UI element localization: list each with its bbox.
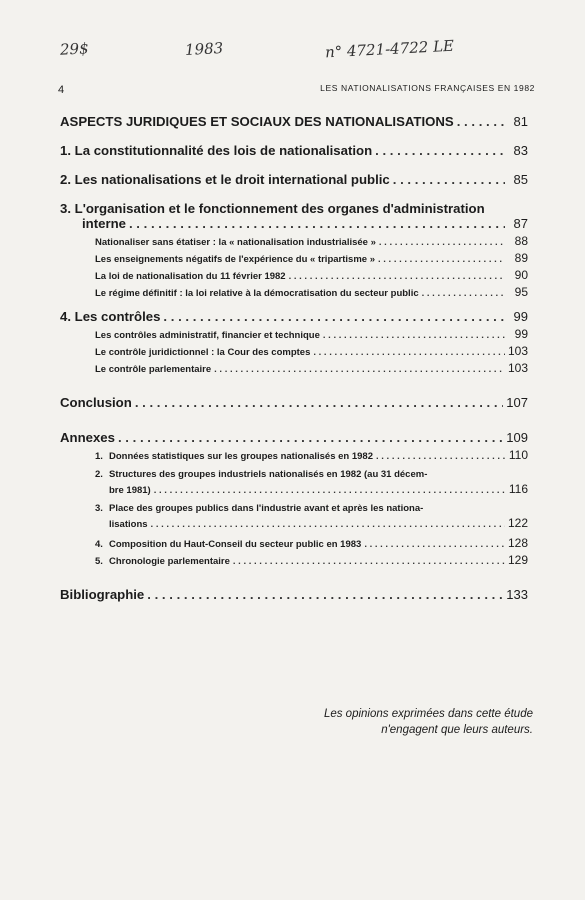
- dot-leader: [233, 556, 505, 567]
- toc-subitem: [60, 327, 528, 341]
- disclaimer-line-2: n'engagent que leurs auteurs.: [381, 724, 533, 736]
- toc-section-1: [60, 143, 528, 158]
- dot-leader: [118, 430, 503, 445]
- dot-leader: [313, 347, 505, 358]
- toc-annex-item: [60, 502, 528, 530]
- handwritten-note-1: 29$: [59, 39, 90, 59]
- toc-subitem-page: 95: [514, 285, 528, 299]
- toc-section-1-page: 83: [513, 143, 528, 158]
- dot-leader: [379, 237, 505, 248]
- toc-subitem-title: Le régime définitif : la loi relative à la démocratisation du secteur public: [95, 288, 419, 299]
- handwritten-note-3: n° 4721-4722 LE: [324, 36, 455, 62]
- toc-subitem-page: 90: [514, 268, 528, 282]
- dot-leader: [135, 395, 503, 410]
- toc-subitem-title: Les contrôles administratif, financier et technique: [95, 330, 320, 341]
- toc-section-3-title-line2: interne: [82, 216, 126, 231]
- annex-number: 3.: [95, 503, 103, 514]
- toc-annexes-page: 109: [506, 430, 528, 445]
- dot-leader: [129, 216, 505, 231]
- toc-section-3-page: 87: [513, 216, 528, 231]
- annex-page: 110: [508, 448, 528, 462]
- toc-annexes: [60, 430, 528, 445]
- annex-number: 4.: [95, 539, 103, 550]
- disclaimer-line-1: Les opinions exprimées dans cette étude: [323, 708, 533, 720]
- annex-number: 1.: [95, 451, 103, 462]
- dot-leader: [323, 330, 505, 341]
- annex-number: 5.: [95, 556, 103, 567]
- toc-conclusion: [60, 395, 528, 410]
- dot-leader: [375, 143, 505, 158]
- dot-leader: [151, 519, 505, 530]
- toc-section-3-title-line1: 3. L'organisation et le fonctionnement des organes d'administration: [60, 201, 485, 216]
- page-number: 4: [58, 84, 65, 96]
- toc-subitem: [60, 234, 528, 248]
- toc-subitem: [60, 251, 528, 265]
- disclaimer: [324, 706, 533, 738]
- annex-page: 122: [507, 516, 528, 530]
- toc-subitem-page: 103: [507, 344, 528, 358]
- toc-subitem-page: 89: [514, 251, 528, 265]
- toc-main-page: 81: [513, 114, 528, 129]
- toc-annex-item: [60, 468, 528, 496]
- toc-subitem-title: Le contrôle juridictionnel : la Cour des comptes: [95, 347, 311, 358]
- toc-subitem-title: Les enseignements négatifs de l'expérience du « tripartisme »: [95, 254, 375, 265]
- annex-title: Composition du Haut-Conseil du secteur public en 1983: [109, 539, 362, 550]
- toc-main-title: ASPECTS JURIDIQUES ET SOCIAUX DES NATIONALISATIONS: [60, 114, 454, 129]
- annex-page: 129: [507, 553, 528, 567]
- annex-title: Chronologie parlementaire: [109, 556, 230, 567]
- dot-leader: [378, 254, 505, 265]
- toc-bibliography: [60, 587, 528, 602]
- toc-section-4-page: 99: [513, 309, 528, 324]
- dot-leader: [393, 172, 505, 187]
- dot-leader: [457, 114, 505, 129]
- toc-bibliography-page: 133: [506, 587, 528, 602]
- annex-title-line1: Structures des groupes industriels nationalisés en 1982 (au 31 décem-: [109, 469, 428, 480]
- annex-title-line1: Place des groupes publics dans l'industrie avant et après les nationa-: [109, 503, 424, 514]
- toc-subitem-page: 99: [514, 327, 528, 341]
- dot-leader: [147, 587, 503, 602]
- dot-leader: [289, 271, 505, 282]
- dot-leader: [376, 451, 505, 462]
- dot-leader: [422, 288, 505, 299]
- toc-section-3: [60, 201, 528, 231]
- toc-subitem: [60, 361, 528, 375]
- annex-title-line2: bre 1981): [109, 485, 151, 496]
- toc-bibliography-title: Bibliographie: [60, 587, 145, 602]
- toc-subitem-title: Le contrôle parlementaire: [95, 364, 212, 375]
- toc-subitem-page: 88: [514, 234, 528, 248]
- toc-subitem: [60, 344, 528, 358]
- dot-leader: [163, 309, 505, 324]
- toc-subitem-title: Nationaliser sans étatiser : la « nationalisation industrialisée »: [95, 237, 376, 248]
- annex-page: 128: [507, 536, 528, 550]
- dot-leader: [214, 364, 505, 375]
- running-head: LES NATIONALISATIONS FRANÇAISES EN 1982: [320, 83, 535, 93]
- toc-annex-item: [60, 536, 528, 550]
- toc-subitem-page: 103: [507, 361, 528, 375]
- toc-main-heading: [60, 114, 528, 129]
- toc-section-4-title: 4. Les contrôles: [60, 309, 161, 324]
- toc-subitem: [60, 268, 528, 282]
- toc-section-1-title: 1. La constitutionnalité des lois de nationalisation: [60, 143, 373, 158]
- toc-conclusion-title: Conclusion: [60, 395, 132, 410]
- table-of-contents: [60, 114, 528, 602]
- toc-section-2-title: 2. Les nationalisations et le droit international public: [60, 172, 390, 187]
- toc-conclusion-page: 107: [506, 395, 528, 410]
- dot-leader: [154, 485, 505, 496]
- dot-leader: [364, 539, 505, 550]
- toc-annex-item: [60, 553, 528, 567]
- toc-annexes-title: Annexes: [60, 430, 115, 445]
- toc-section-2-page: 85: [513, 172, 528, 187]
- annex-title-line2: lisations: [109, 519, 148, 530]
- toc-section-4: [60, 309, 528, 324]
- toc-section-2: [60, 172, 528, 187]
- toc-subitem: [60, 285, 528, 299]
- handwritten-note-2: 1983: [184, 39, 224, 59]
- annex-page: 116: [508, 482, 528, 496]
- toc-subitem-title: La loi de nationalisation du 11 février 1982: [95, 271, 286, 282]
- toc-annex-item: [60, 448, 528, 462]
- annex-title: Données statistiques sur les groupes nationalisés en 1982: [109, 451, 373, 462]
- annex-number: 2.: [95, 469, 103, 480]
